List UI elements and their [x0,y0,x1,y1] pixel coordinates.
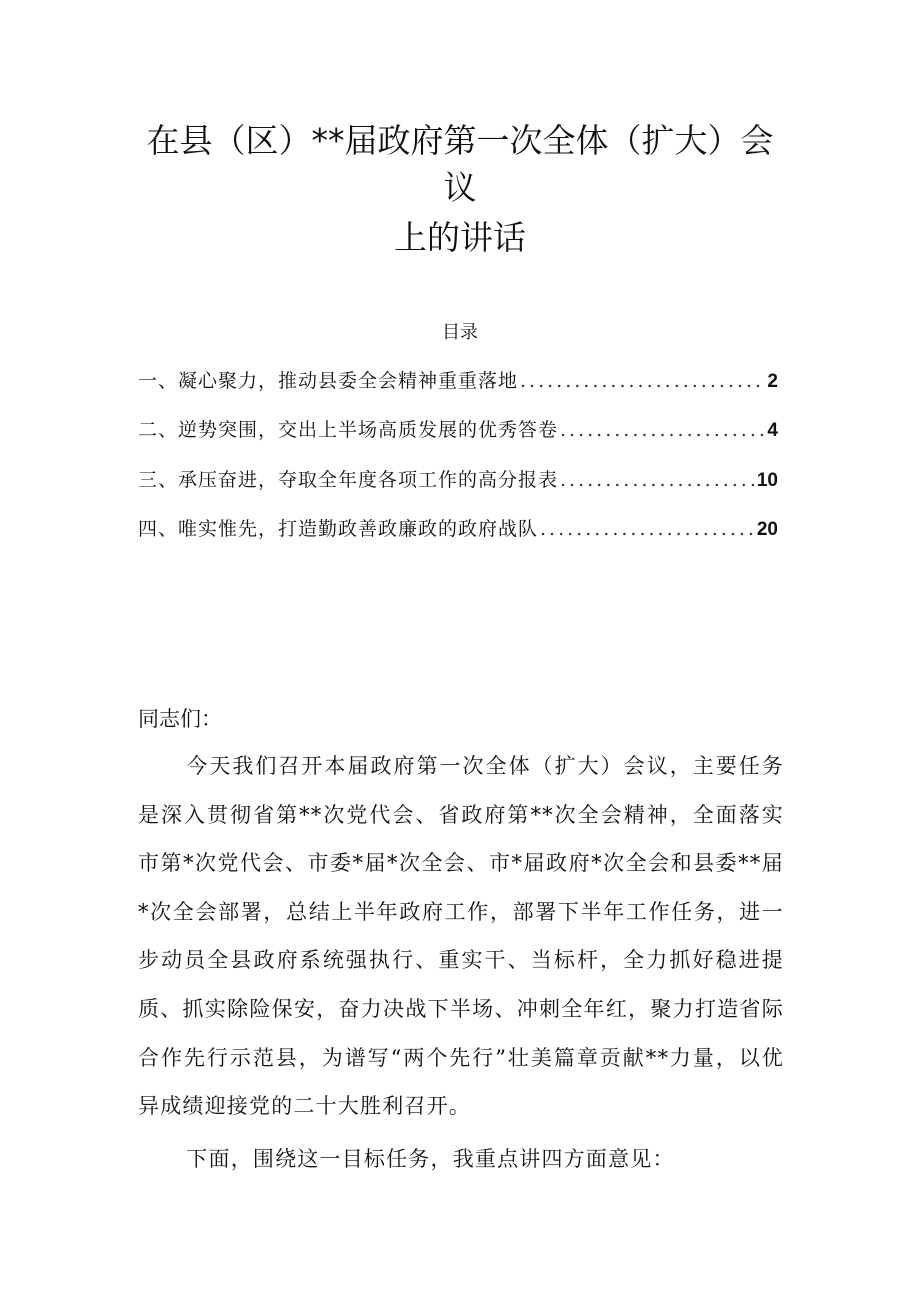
toc-entry[interactable] [138,366,778,394]
toc-entry-text: 二、逆势突围，交出上半场高质发展的优秀答卷 [138,419,559,441]
document-title-line-2: 议 [443,168,477,207]
toc-leader-dots [560,419,765,441]
body-paragraph: 今天我们召开本届政府第一次全体（扩大）会议，主要任务是深入贯彻省第**次党代会、省政府第**次全会精神，全面落实市第*次党代会、市委*届*次全会、市*届政府*次全会和县委**届*次全会部署，总结上半年政府工作，部署下半年工作任务，进一步动员全县政府系统强执行、重实干、当标杆，全力抓好稳进提质、抓实除险保安，奋力决战下半场、冲刺全年红，聚力打造省际合作先行示范县，为谱写“两个先行”壮美篇章贡献**力量，以优异成绩迎接党的二十大胜利召开。 [138,754,784,1119]
toc-entry-page: 2 [767,371,778,392]
toc-entry-page: 4 [767,420,778,441]
toc-entry-text: 一、凝心聚力，推动县委全会精神重重落地 [138,370,519,392]
document-title-line-1: 在县（区）**届政府第一次全体（扩大）会 [146,121,774,160]
toc-leader-dots [560,469,755,491]
toc-entry-text: 四、唯实惟先，打造勤政善政廉政的政府战队 [138,518,539,540]
toc-heading: 目录 [442,322,478,343]
toc-leader-dots [540,518,755,540]
toc-entry[interactable] [138,465,778,493]
greeting: 同志们： [138,707,222,731]
toc-entry[interactable] [138,415,778,443]
toc-entry[interactable] [138,514,778,542]
body-paragraph: 下面，围绕这一目标任务，我重点讲四方面意见： [186,1147,675,1171]
toc-entry-text: 三、承压奋进，夺取全年度各项工作的高分报表 [138,469,559,491]
toc-entry-page: 10 [756,470,778,491]
document-title-line-3: 上的讲话 [394,218,526,257]
toc-leader-dots [520,370,765,392]
toc-entry-page: 20 [756,519,778,540]
